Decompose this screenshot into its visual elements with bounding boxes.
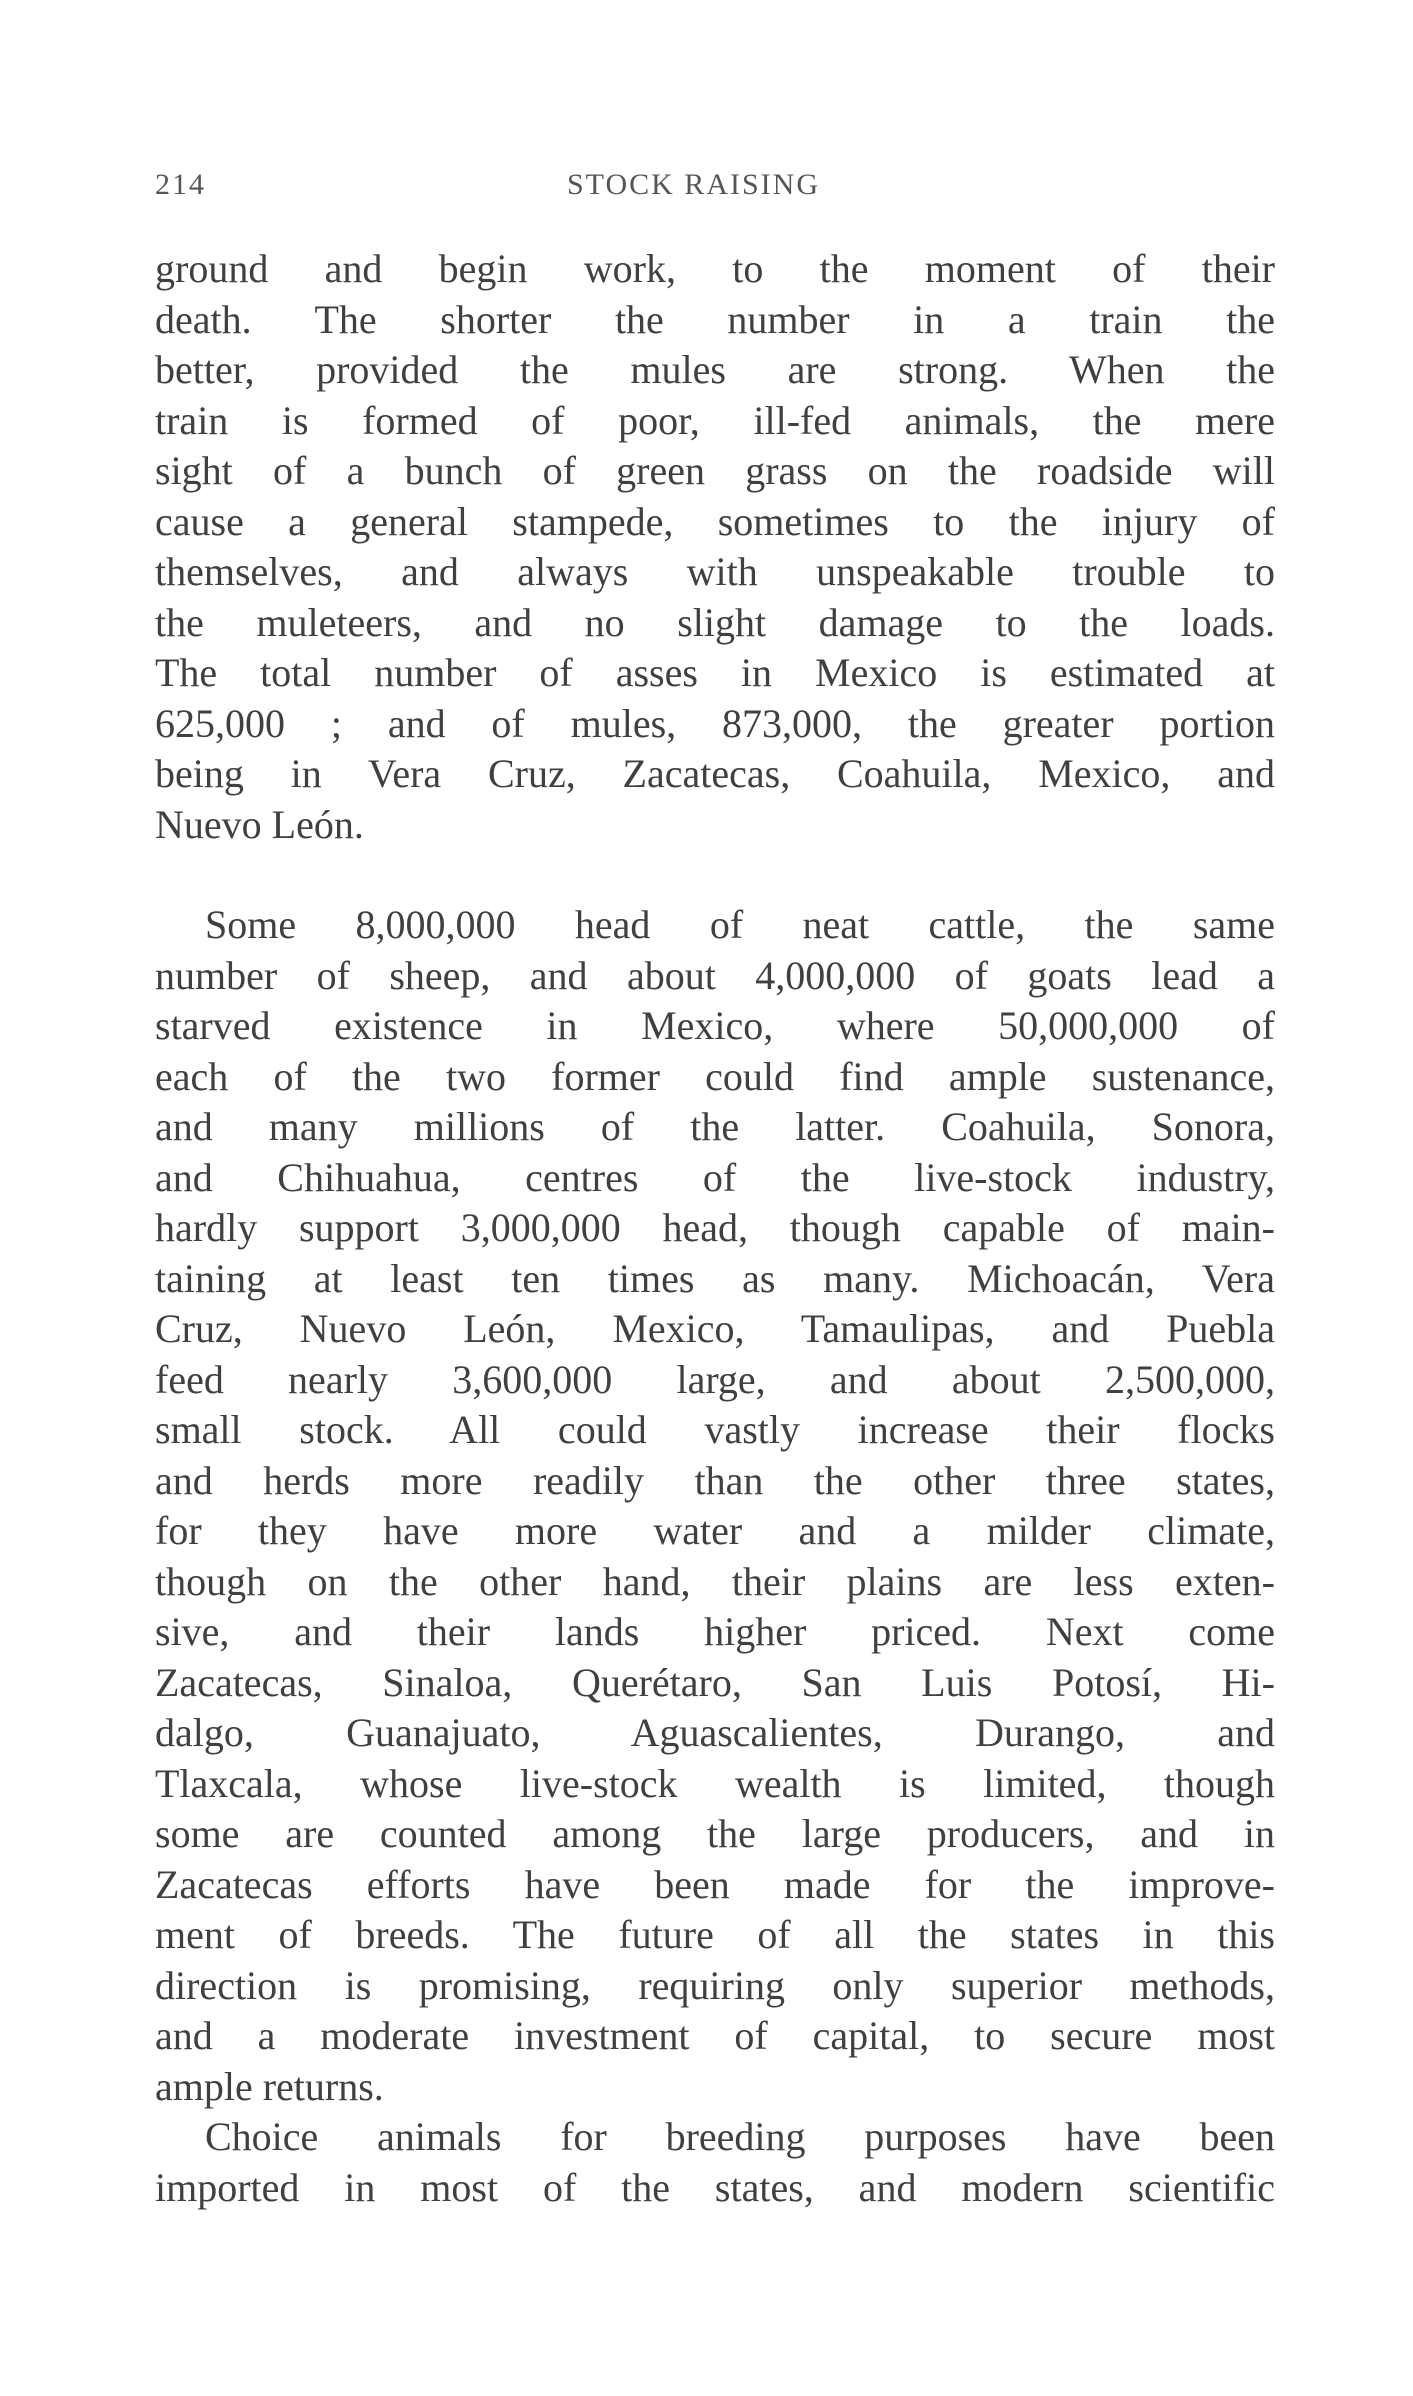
text-line: Zacatecas efforts have been made for the improve- [155,1861,1275,1907]
text-line: number of sheep, and about 4,000,000 of goats lead a [155,952,1275,998]
text-line: Cruz, Nuevo León, Mexico, Tamaulipas, and Puebla [155,1306,1275,1351]
running-title: STOCK RAISING [567,168,820,201]
text-line: feed nearly 3,600,000 large, and about 2,500,000, [155,1356,1275,1402]
text-line: ample returns. [155,2063,384,2109]
text-line: the muleteers, and no slight damage to the loads. [155,599,1275,645]
text-line: Zacatecas, Sinaloa, Querétaro, San Luis Potosí, Hi- [155,1659,1275,1705]
text-line: ground and begin work, to the moment of their [155,246,1275,291]
text-line: Tlaxcala, whose live-stock wealth is limited, though [155,1760,1275,1806]
text-line: sive, and their lands higher priced. Next come [155,1609,1275,1654]
text-line: though on the other hand, their plains are less exten- [155,1558,1275,1604]
text-line: and a moderate investment of capital, to secure most [155,2013,1275,2058]
text-line: starved existence in Mexico, where 50,000,000 of [155,1003,1275,1048]
text-line: hardly support 3,000,000 head, though capable of main- [155,1205,1275,1250]
book-page [155,0,1275,2396]
running-head [155,168,1275,208]
text-line: Choice animals for breeding purposes have been [205,2114,1275,2159]
text-line: some are counted among the large producers, and in [155,1811,1275,1856]
text-line: small stock. All could vastly increase their flocks [155,1407,1275,1452]
text-line: train is formed of poor, ill-fed animals, the mere [155,397,1275,443]
paragraph-2 [155,900,1275,2112]
text-block [155,244,1275,2213]
text-line: themselves, and always with unspeakable trouble to [155,549,1275,594]
text-line: better, provided the mules are strong. When the [155,347,1275,392]
text-line: sight of a bunch of green grass on the roadside will [155,448,1275,493]
text-line: and Chihuahua, centres of the live-stock industry, [155,1154,1275,1200]
paragraph-1 [155,244,1275,850]
text-line: The total number of asses in Mexico is estimated at [155,650,1275,695]
paragraph-3 [155,2112,1275,2213]
text-line: Nuevo León. [155,801,364,847]
text-line: for they have more water and a milder climate, [155,1508,1275,1553]
text-line: taining at least ten times as many. Michoacán, Vera [155,1255,1275,1301]
text-line: each of the two former could find ample sustenance, [155,1053,1275,1099]
text-line: ment of breeds. The future of all the states in this [155,1912,1275,1957]
text-line: 625,000 ; and of mules, 873,000, the greater portion [155,700,1275,746]
text-line: cause a general stampede, sometimes to the injury of [155,498,1275,544]
text-line: direction is promising, requiring only superior methods, [155,1962,1275,2008]
text-line: and herds more readily than the other three states, [155,1457,1275,1503]
text-line: and many millions of the latter. Coahuila, Sonora, [155,1104,1275,1149]
text-line: death. The shorter the number in a train the [155,296,1275,342]
text-line: dalgo, Guanajuato, Aguascalientes, Durango, and [155,1710,1275,1755]
paragraph-spacer [155,850,1275,900]
text-line: imported in most of the states, and modern scientific [155,2164,1275,2210]
page-number: 214 [155,168,206,201]
text-line: Some 8,000,000 head of neat cattle, the same [205,902,1275,947]
text-line: being in Vera Cruz, Zacatecas, Coahuila, Mexico, and [155,751,1275,796]
